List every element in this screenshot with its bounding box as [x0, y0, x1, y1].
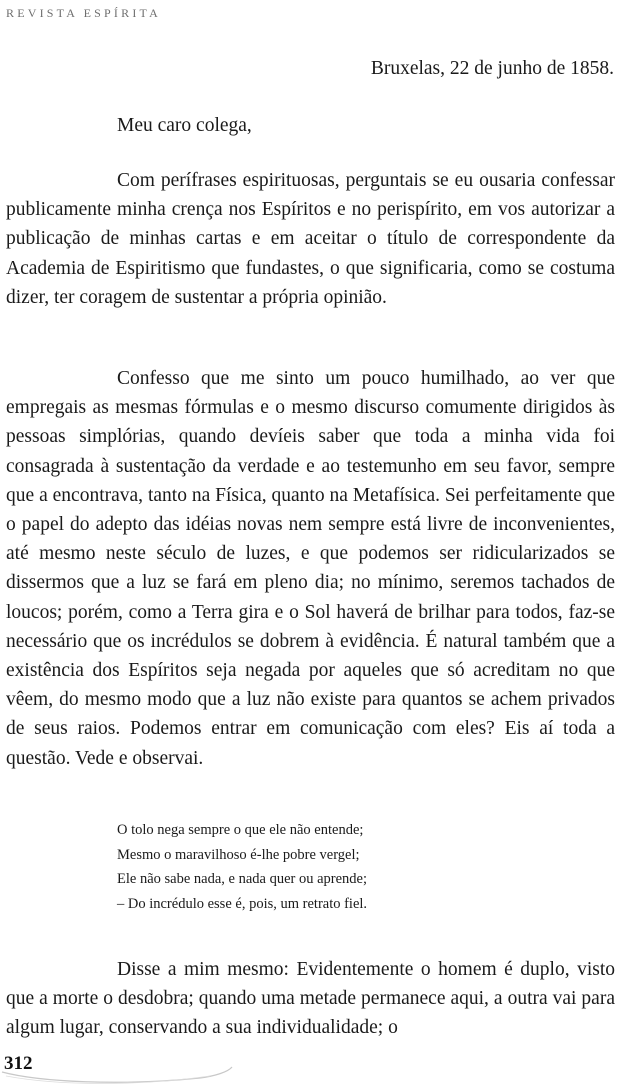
verse-block: [117, 818, 367, 916]
letter-salutation: Meu caro colega,: [117, 115, 252, 136]
verse-line: – Do incrédulo esse é, pois, um retrato fiel.: [117, 895, 368, 912]
footer-swoosh-ornament: [0, 1042, 240, 1086]
letter-dateline: Bruxelas, 22 de junho de 1858.: [370, 58, 614, 79]
verse-line: O tolo nega sempre o que ele não entende;: [117, 822, 364, 838]
verse-line: Mesmo o maravilhoso é-lhe pobre vergel;: [117, 846, 360, 863]
page-number: 312: [4, 1053, 33, 1074]
paragraph-2: Confesso que me sinto um pouco humilhado, ao ver que empregais as mesmas fórmulas e o mesmo discurso comumente dirigidos às pessoas simplórias, quando devíeis saber que toda a minha vida foi consagrada à sustentação da verdade e ao testemunho em seu favor, sempre que a encontrava, tanto na Física, quanto na Metafísica. Sei perfeitamente que o papel do adepto das idéias novas nem sempre está livre de inconvenientes, até mesmo neste século de luzes, e que podemos ser ridicularizados se dissermos que a luz se fará em pleno dia; no mínimo, seremos tachados de loucos; porém, como a Terra gira e o Sol haverá de brilhar para todos, faz-se necessário que os incrédulos se dobrem à evidência. É natural também que a existência dos Espíritos seja negada por aqueles que só acreditam no que vêem, do mesmo modo que a luz não existe para quantos se achem privados de seus raios. Podemos entrar em comunicação com eles? Eis aí toda a questão. Vede e observai.: [6, 368, 615, 769]
running-title: REVISTA ESPÍRITA: [6, 6, 161, 20]
paragraph-1: Com perífrases espirituosas, perguntais se eu ousaria confessar publicamente minha crença nos Espíritos e no perispírito, em vos autorizar a publicação de minhas cartas e em aceitar o título de correspondente da Academia de Espiritismo que fundastes, o que significaria, como se costuma dizer, ter coragem de sustentar a própria opinião.: [6, 170, 615, 308]
verse-line: Ele não sabe nada, e nada quer ou aprende;: [117, 871, 368, 887]
paragraph-3: Disse a mim mesmo: Evidentemente o homem é duplo, visto que a morte o desdobra; quando uma metade permanece aqui, a outra vai para algum lugar, conservando a sua individualidade; o: [6, 959, 615, 1039]
